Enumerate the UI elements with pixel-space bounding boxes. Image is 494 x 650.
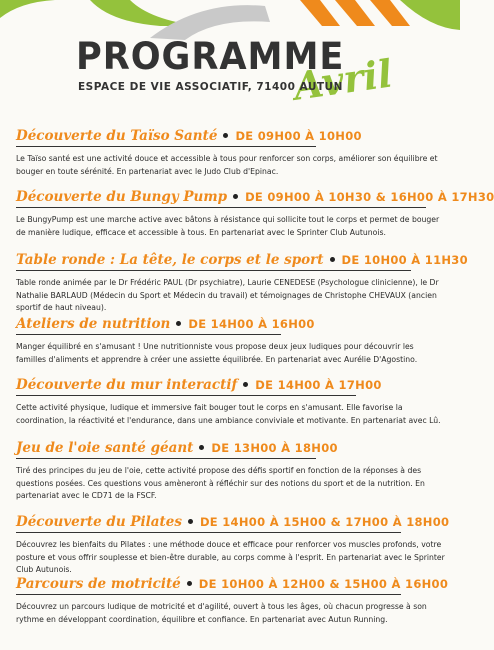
section-heading [16,249,468,268]
section-heading [16,186,494,205]
section-description: Tiré des principes du jeu de l'oie, cette activité propose des défis sportif en fonction de la réponses à des questions posées. Ces questions vous amèneront à réfléchir sur des notions du sport et de la nutrition. En partenariat avec le CD71 de la FSCF. [16,466,425,500]
bullet-icon [187,581,192,586]
section-heading [16,437,446,456]
section-heading [16,374,446,393]
orange-stripe-3 [370,0,410,26]
section-jeu-oie [16,437,446,503]
page-title: PROGRAMME [76,35,345,78]
section-description: Découvrez les bienfaits du Pilates : une méthode douce et efficace pour renforcer vos muscles profonds, votre posture et vous offrir souplesse et bien-être durable, au corps comme à l'esprit. En partenariat avec le Sprinter Club Autunois. [16,540,445,574]
section-taiso [16,125,446,178]
section-time: DE 14H00 À 16H00 [188,317,315,331]
section-time: DE 10H00 À 12H00 & 15H00 À 16H00 [198,577,449,591]
section-divider [16,532,401,533]
section-description: Le BungyPump est une marche active avec bâtons à résistance qui sollicite tout le corps et permet de bouger de manière ludique, efficace et accessible à tous. En partenariat avec le Sprinter Club Autunois. [16,215,440,237]
section-time: DE 10H00 À 11H30 [341,253,468,267]
section-parcours-motricite [16,573,449,626]
bullet-icon [223,133,228,138]
bullet-icon [199,445,204,450]
section-heading [16,313,446,332]
section-description: Cette activité physique, ludique et immersive fait bouger tout le corps en s'amusant. Elle favorise la coordination, la réactivité et l'endurance, dans une ambiance conviviale et motivante. En partenariat avec Lû. [16,403,441,425]
section-time: DE 09H00 À 10H30 & 16H00 À 17H30 [245,190,494,204]
section-title: Parcours de motricité [16,576,181,592]
section-heading [16,573,449,592]
section-title: Découverte du Bungy Pump [16,189,228,205]
orange-stripe-1 [300,0,340,26]
section-divider [16,146,316,147]
page-subtitle: ESPACE DE VIE ASSOCIATIF, 71400 AUTUN [78,81,343,93]
section-divider [16,207,426,208]
section-divider [16,334,281,335]
section-heading [16,125,446,144]
section-time: DE 13H00 À 18H00 [211,441,338,455]
bullet-icon [330,257,335,262]
section-title: Table ronde : La tête, le corps et le sport [16,252,324,268]
section-title: Découverte du Pilates [16,514,182,530]
orange-stripe-2 [335,0,375,26]
bullet-icon [243,382,248,387]
section-description: Manger équilibré en s'amusant ! Une nutritionniste vous propose deux jeux ludiques pour découvrir les familles d'aliments et apprendre à créer une assiette équilibrée. En partenariat avec Aurélie D'Agostino. [16,342,418,364]
header [76,36,436,116]
section-time: DE 14H00 À 17H00 [255,378,382,392]
section-divider [16,395,356,396]
section-description: Découvrez un parcours ludique de motricité et d'agilité, ouvert à tous les âges, où chacun progresse à son rythme en développant coordination, équilibre et confiance. En partenariat avec Autun Running. [16,602,427,624]
bullet-icon [188,519,193,524]
section-title: Jeu de l'oie santé géant [16,440,194,456]
bullet-icon [176,321,181,326]
section-title: Ateliers de nutrition [16,316,171,332]
section-divider [16,594,401,595]
section-title: Découverte du mur interactif [16,377,238,393]
section-mur-interactif [16,374,446,427]
bullet-icon [233,194,238,199]
month-label: Avril [290,50,396,109]
section-description: Le Taïso santé est une activité douce et accessible à tous pour renforcer son corps, améliorer son équilibre et bouger en toute sérénité. En partenariat avec le Judo Club d'Epinac. [16,154,438,176]
section-pilates [16,511,450,577]
section-time: DE 14H00 À 15H00 & 17H00 À 18H00 [199,515,450,529]
section-description: Table ronde animée par le Dr Frédéric PAUL (Dr psychiatre), Laurie CENEDESE (Psychologue clinicienne), le Dr Nathalie BARLAUD (Médecin du Sport et Médecin du travail) et témoignages de Christophe CHEVAUX (ancien sportif de haut niveau). [16,278,439,312]
section-heading [16,511,450,530]
section-title: Découverte du Taïso Santé [16,128,218,144]
section-nutrition [16,313,446,366]
top-decoration [0,0,460,40]
section-time: DE 09H00 À 10H00 [235,129,362,143]
section-bungy-pump [16,186,494,239]
section-divider [16,458,316,459]
section-table-ronde [16,249,468,315]
section-divider [16,270,411,271]
